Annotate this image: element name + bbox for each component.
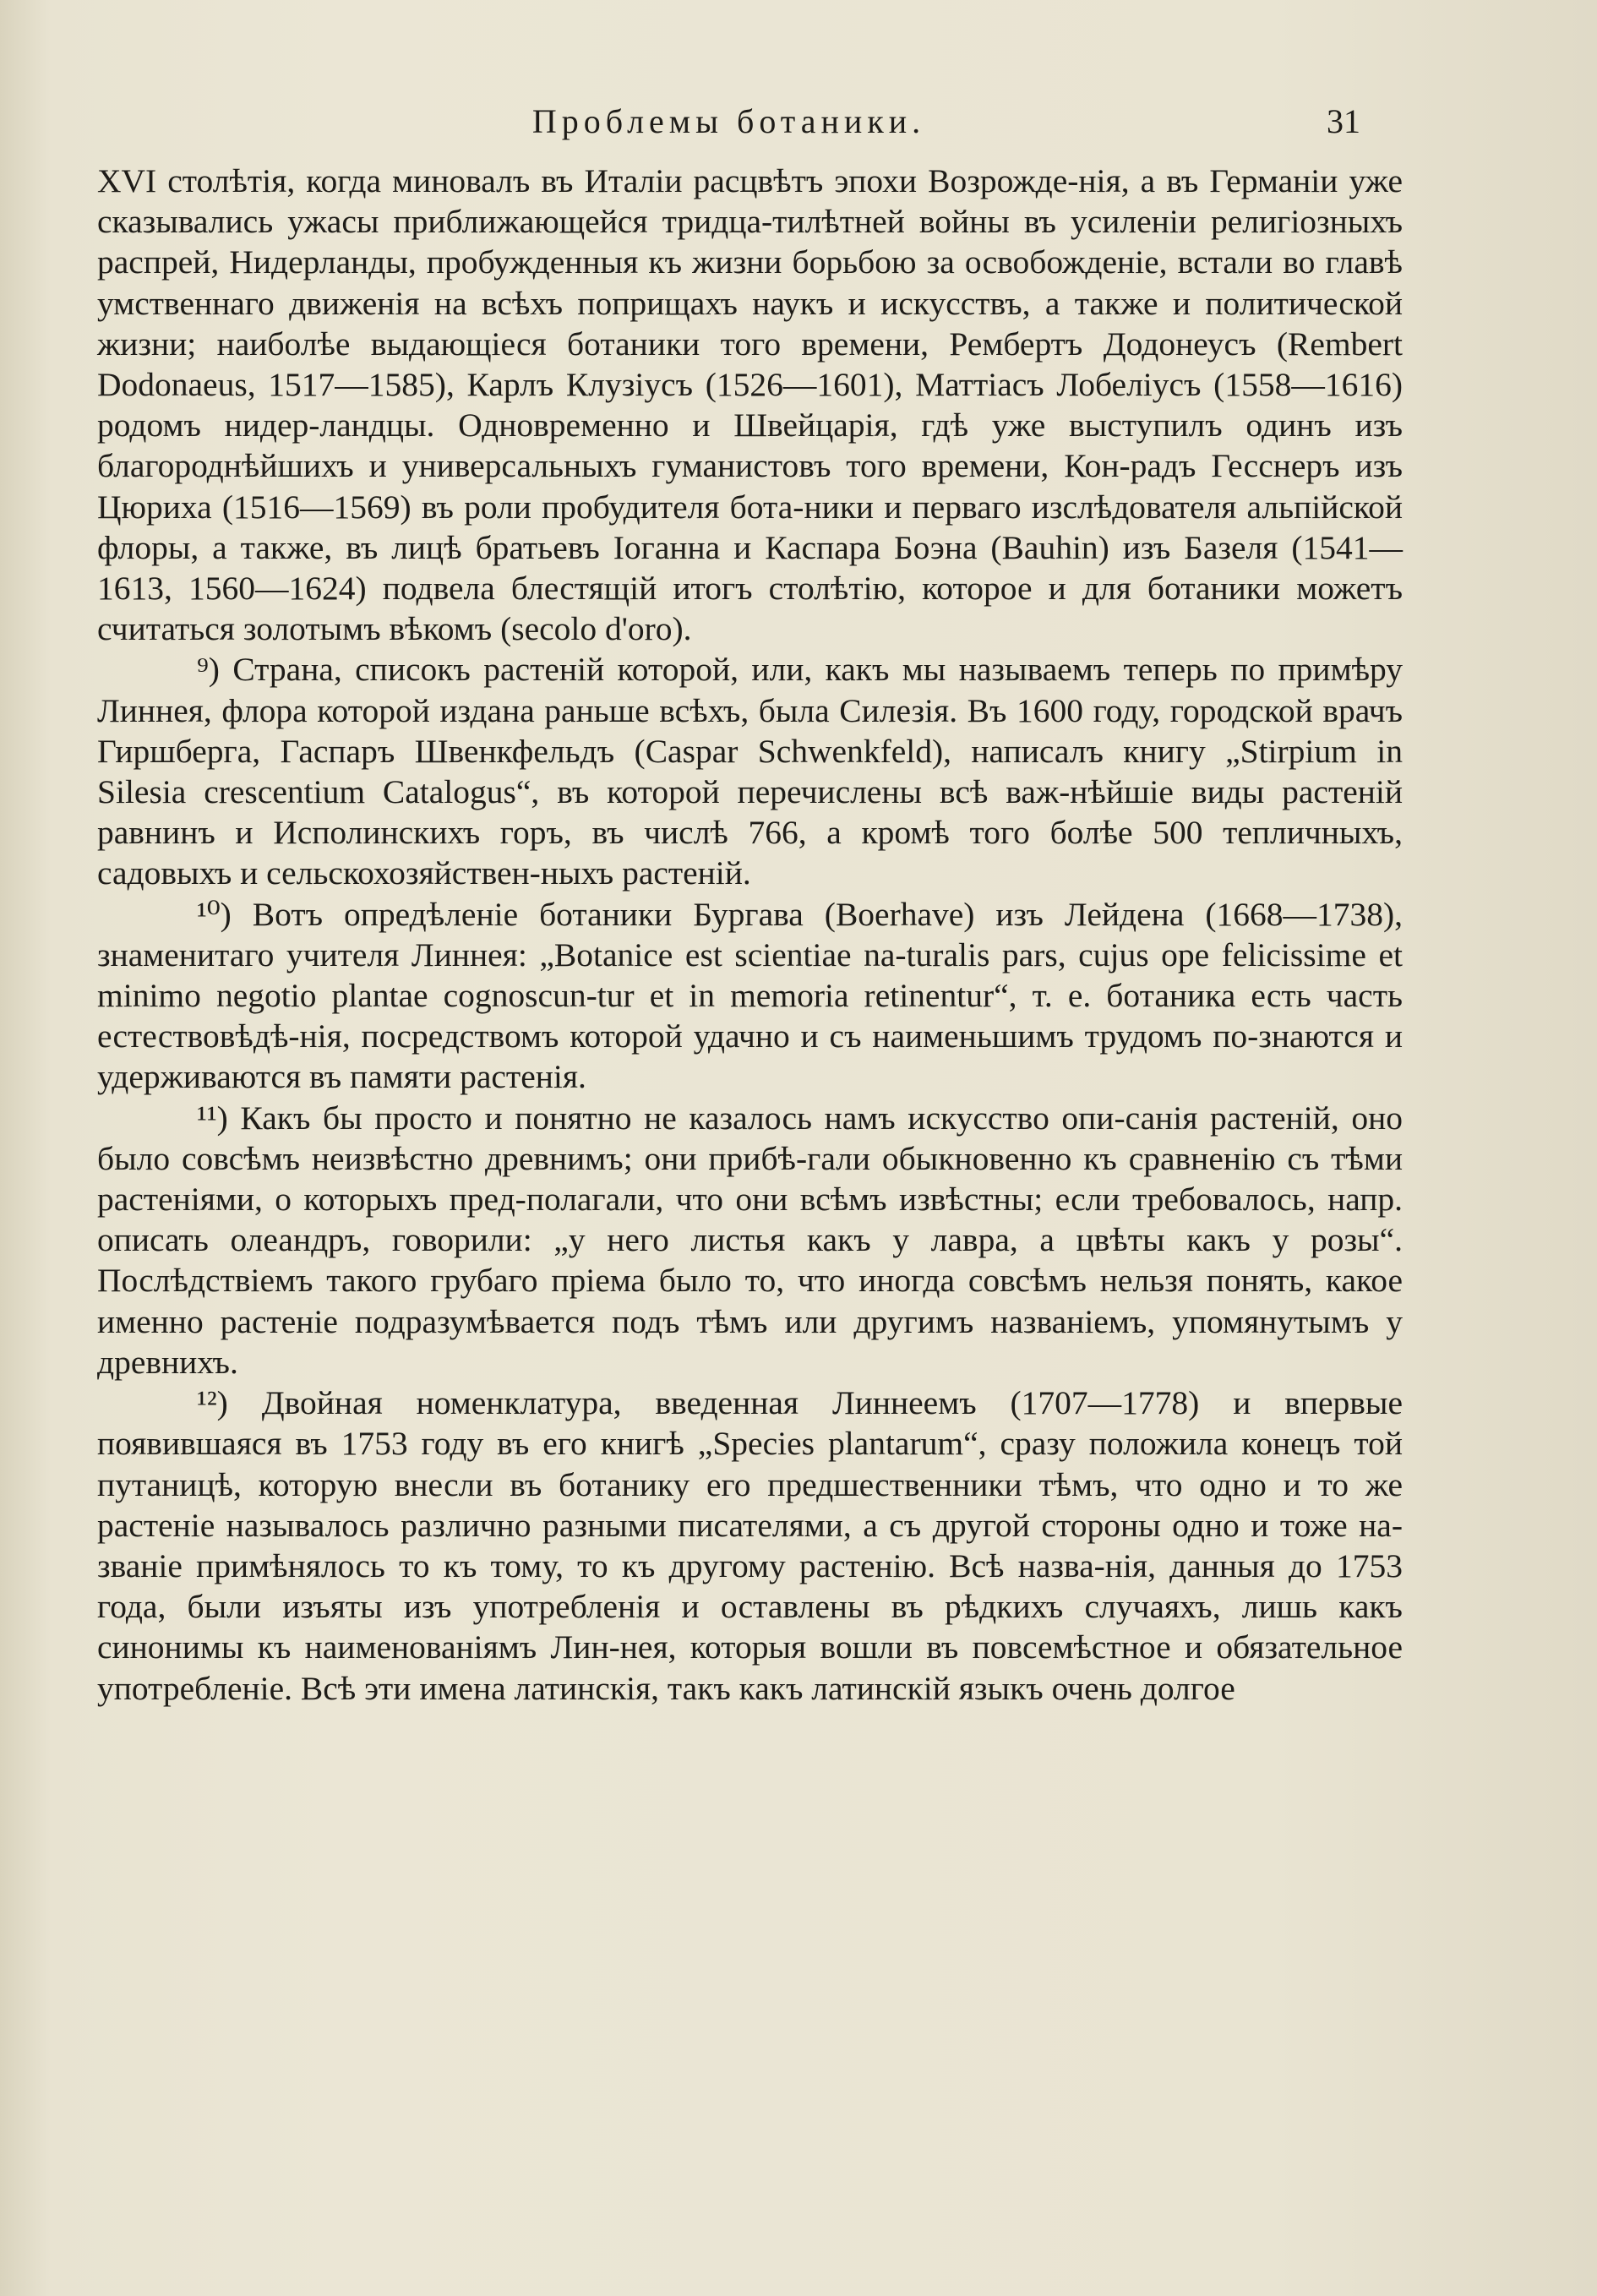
- running-title: Проблемы ботаники.: [531, 102, 926, 140]
- page-number: 31: [1327, 102, 1360, 140]
- footnote-12: ¹²) Двойная номенклатура, введенная Линнеемъ (1707—1778) и впервые появившаяся въ 1753 году въ его книгѣ „Species plantarum“, сразу положила конецъ той путаницѣ, которую внесли въ ботанику его предшественники тѣмъ, что одно и то же растеніе называлось различно разными писателями, а съ другой стороны одно и тоже на-званіе примѣнялось то къ тому, то къ другому растенію. Всѣ назва-нія, данныя до 1753 года, были изъяты изъ употребленія и оставлены въ рѣдкихъ случаяхъ, лишь какъ синонимы къ наименованіямъ Лин-нея, которыя вошли въ повсемѣстное и обязательное употребленіе. Всѣ эти имена латинскія, такъ какъ латинскій языкъ очень долгое: [97, 1384, 1403, 1707]
- footnote-9: ⁹) Страна, списокъ растеній которой, или, какъ мы называемъ теперь по примѣру Линнея, флора которой издана раньше всѣхъ, была Силезія. Въ 1600 году, городской врачъ Гиршберга, Гаспаръ Швенкфельдъ (Caspar Schwenkfeld), написалъ книгу „Stirpium in Silesia crescentium Catalogus“, въ которой перечислены всѣ важ-нѣйшіе виды растеній равнинъ и Исполинскихъ горъ, въ числѣ 766, а кромѣ того болѣе 500 тепличныхъ, садовыхъ и сельскохозяйствен-ныхъ растеній.: [97, 651, 1403, 892]
- footnote-10: ¹⁰) Вотъ опредѣленіе ботаники Бургава (Boerhave) изъ Лейдена (1668—1738), знаменитаго учителя Линнея: „Botanice est scientiae na-turalis pars, cujus ope felicissime et minimo negotio plantae cognoscun-tur et in memoria retinentur“, т. е. ботаника есть часть естествовѣдѣ-нія, посредствомъ которой удачно и съ наименьшимъ трудомъ по-знаются и удерживаются въ памяти растенія.: [97, 895, 1403, 1096]
- body-text: [97, 161, 1403, 1709]
- running-head: [97, 101, 1360, 152]
- footnote-11: ¹¹) Какъ бы просто и понятно не казалось намъ искусство опи-санія растеній, оно было совсѣмъ неизвѣстно древнимъ; они прибѣ-гали обыкновенно къ сравненію съ тѣми растеніями, о которыхъ пред-полагали, что они всѣмъ извѣстны; если требовалось, напр. описать олеандръ, говорили: „у него листья какъ у лавра, а цвѣты какъ у розы“. Послѣдствіемъ такого грубаго пріема было то, что иногда совсѣмъ нельзя понять, какое именно растеніе подразумѣвается подъ тѣмъ или другимъ названіемъ, упомянутымъ у древнихъ.: [97, 1099, 1403, 1381]
- paragraph-continuation: XVI столѣтія, когда миновалъ въ Италіи расцвѣтъ эпохи Возрожде-нія, а въ Германіи уже сказывались ужасы приближающейся тридца-тилѣтней войны въ усиленіи религіозныхъ распрей, Нидерланды, пробужденныя къ жизни борьбою за освобожденіе, встали во главѣ умственнаго движенія на всѣхъ поприщахъ наукъ и искусствъ, а также и политической жизни; наиболѣе выдающіеся ботаники того времени, Рембертъ Додонеусъ (Rembert Dodonaeus, 1517—1585), Карлъ Клузіусъ (1526—1601), Маттіасъ Лобеліусъ (1558—1616) родомъ нидер-ландцы. Одновременно и Швейцарія, гдѣ уже выступилъ одинъ изъ благороднѣйшихъ и универсальныхъ гуманистовъ того времени, Кон-радъ Гесснеръ изъ Цюриха (1516—1569) въ роли пробудителя бота-ники и перваго изслѣдователя альпійской флоры, а также, въ лицѣ братьевъ Іоганна и Каспара Боэна (Bauhin) изъ Базеля (1541—1613, 1560—1624) подвела блестящій итогъ столѣтію, которое и для ботаники можетъ считаться золотымъ вѣкомъ (secolo d'oro).: [97, 162, 1403, 648]
